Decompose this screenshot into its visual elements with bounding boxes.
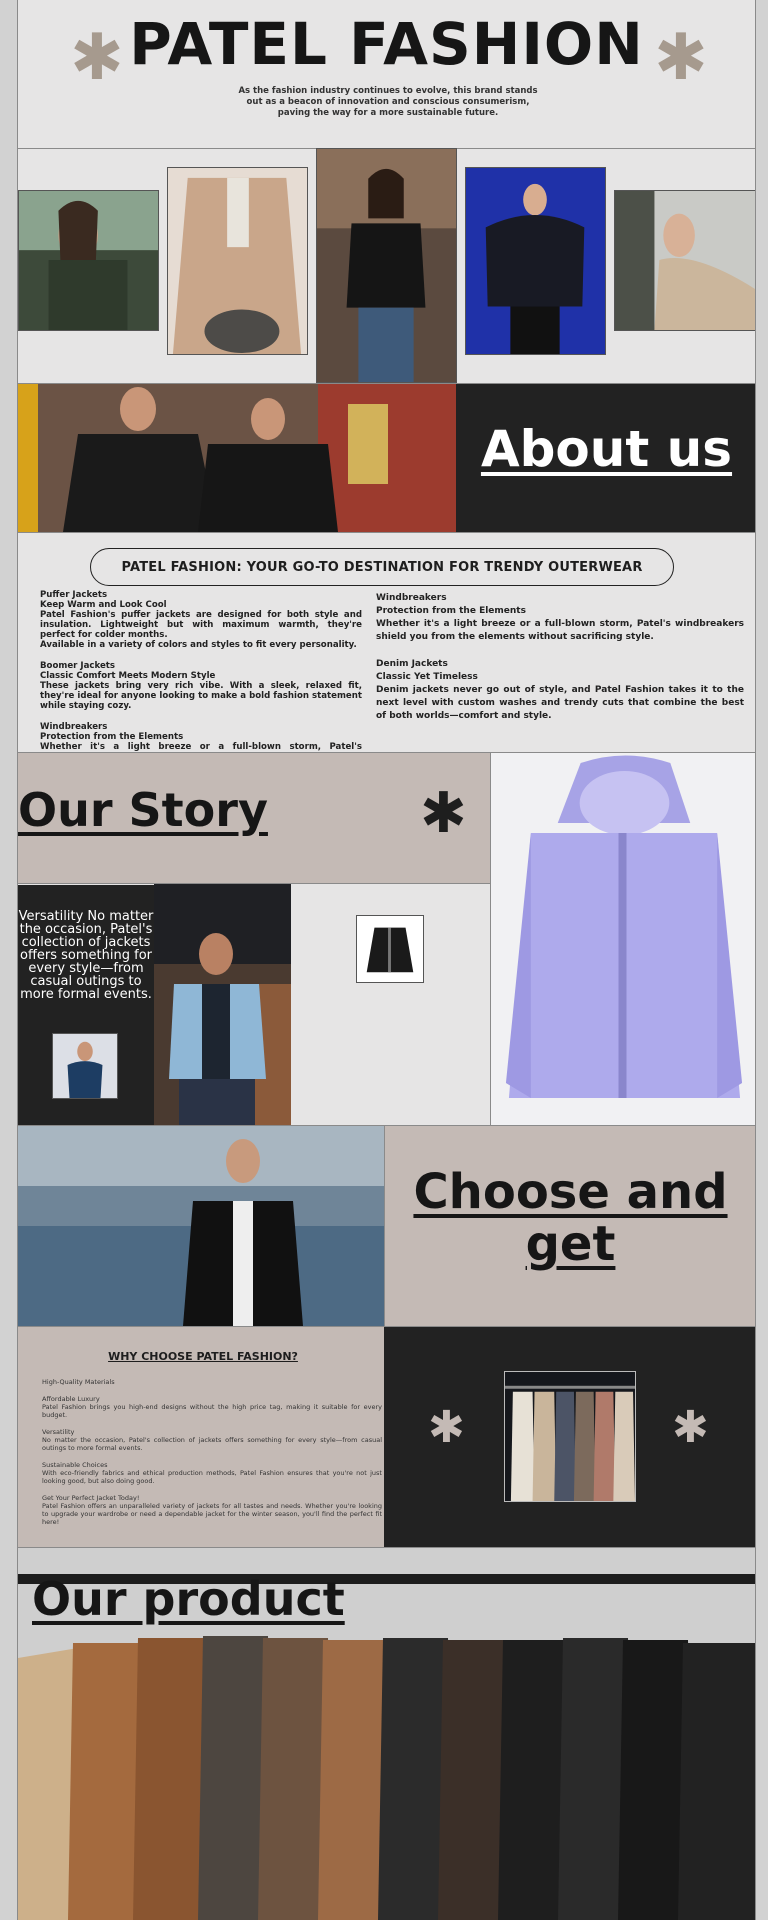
jacket-description: Whether it's a light breeze or a full-blown storm, Patel's <box>40 742 362 752</box>
asterisk-icon-left: ✱ <box>428 1402 465 1453</box>
about-title: About us <box>480 420 733 478</box>
jacket-item <box>376 658 744 723</box>
jacket-tagline: Keep Warm and Look Cool <box>40 600 167 610</box>
photo-beige-coat <box>167 167 308 355</box>
why-text: Patel Fashion brings you high-end designs without the high price tag, making it suitable for every budget. <box>42 1403 382 1419</box>
why-item <box>42 1461 382 1485</box>
jacket-item <box>40 661 362 711</box>
jacket-extra: Available in a variety of colors and styles to fit every personality. <box>40 640 357 650</box>
photo-woman-scarf <box>18 190 159 331</box>
jacket-description: These jackets bring very rich vibe. With a sleek, relaxed fit, they're ideal for anyone looking to make a bold fashion statement while staying cozy. <box>40 681 362 711</box>
why-heading: Affordable Luxury <box>42 1395 100 1403</box>
why-heading: Sustainable Choices <box>42 1461 108 1469</box>
jacket-name: Puffer Jackets <box>40 590 108 600</box>
jacket-description: Whether it's a light breeze or a full-blown storm, Patel's windbreakers shield you from the elements without sacrificing style. <box>376 619 744 642</box>
jacket-name: Boomer Jackets <box>40 661 115 671</box>
about-banner: PATEL FASHION: YOUR GO-TO DESTINATION FOR TRENDY OUTERWEAR <box>90 548 674 586</box>
jacket-tagline: Classic Comfort Meets Modern Style <box>40 671 216 681</box>
why-item <box>42 1378 382 1386</box>
story-title: Our Story <box>18 783 268 837</box>
why-heading: High-Quality Materials <box>42 1378 115 1386</box>
divider <box>18 532 755 533</box>
jacket-description: Patel Fashion's puffer jackets are designed for both style and insulation. Lightweight but with maximum warmth, they're perfect for colder months. <box>40 610 362 640</box>
brand-tagline: As the fashion industry continues to evolve, this brand stands out as a beacon of innovation and conscious consumerism, paving the way for a more sustainable future. <box>238 86 538 118</box>
why-heading: Get Your Perfect Jacket Today! <box>42 1494 140 1502</box>
photo-man-sunglasses <box>18 1126 384 1326</box>
photo-small-leather-jacket <box>356 915 424 983</box>
photo-older-man <box>614 190 756 331</box>
jacket-name: Denim Jackets <box>376 659 448 669</box>
why-item <box>42 1494 382 1526</box>
jacket-name: Windbreakers <box>40 722 108 732</box>
photo-leather-jacket-woman <box>316 148 457 383</box>
asterisk-icon-right: ✱ <box>654 21 708 95</box>
choose-title: Choose and get <box>413 1164 728 1272</box>
photo-small-puffer <box>52 1033 118 1099</box>
brand-title: PATEL FASHION <box>129 10 644 78</box>
why-heading: Versatility <box>42 1428 75 1436</box>
jacket-name: Windbreakers <box>376 593 447 603</box>
why-item <box>42 1428 382 1452</box>
photo-two-men-leather <box>18 384 456 532</box>
poster-frame <box>17 0 756 1920</box>
jacket-item <box>376 592 744 644</box>
jacket-list-right <box>376 592 744 734</box>
why-text: No matter the occasion, Patel's collection of jackets offers something for every style—from casual outings to more formal events. <box>42 1436 382 1452</box>
why-item <box>42 1395 382 1419</box>
jacket-description: Denim jackets never go out of style, and Patel Fashion takes it to the next level with custom washes and trendy cuts that combine the best of both worlds—comfort and style. <box>376 685 744 721</box>
why-text: With eco-friendly fabrics and ethical production methods, Patel Fashion ensures that you're not just looking good, but also doing good. <box>42 1469 382 1485</box>
versatility-text: Versatility No matter the occasion, Patel's collection of jackets offers something for every style—from casual outings to more formal events. <box>18 909 154 1002</box>
photo-jacket-rack-small <box>504 1371 636 1502</box>
jacket-tagline: Classic Yet Timeless <box>376 672 478 682</box>
why-text: Patel Fashion offers an unparalleled variety of jackets for all tastes and needs. Whether you're looking to upgrade your wardrobe or need a dependable jacket for the winter season, you'll find the perfect fit here! <box>42 1502 382 1526</box>
jacket-item <box>40 590 362 650</box>
jacket-tagline: Protection from the Elements <box>40 732 184 742</box>
product-title: Our product <box>32 1572 345 1626</box>
photo-denim-man <box>154 884 291 1125</box>
asterisk-icon-right: ✱ <box>672 1402 709 1453</box>
photo-lavender-puffer <box>490 753 756 1125</box>
asterisk-icon: ✱ <box>420 781 467 846</box>
why-title: WHY CHOOSE PATEL FASHION? <box>108 1350 298 1363</box>
photo-puffer-blue <box>465 167 606 355</box>
jacket-tagline: Protection from the Elements <box>376 606 526 616</box>
why-list <box>42 1378 382 1535</box>
asterisk-icon-left: ✱ <box>70 21 124 95</box>
